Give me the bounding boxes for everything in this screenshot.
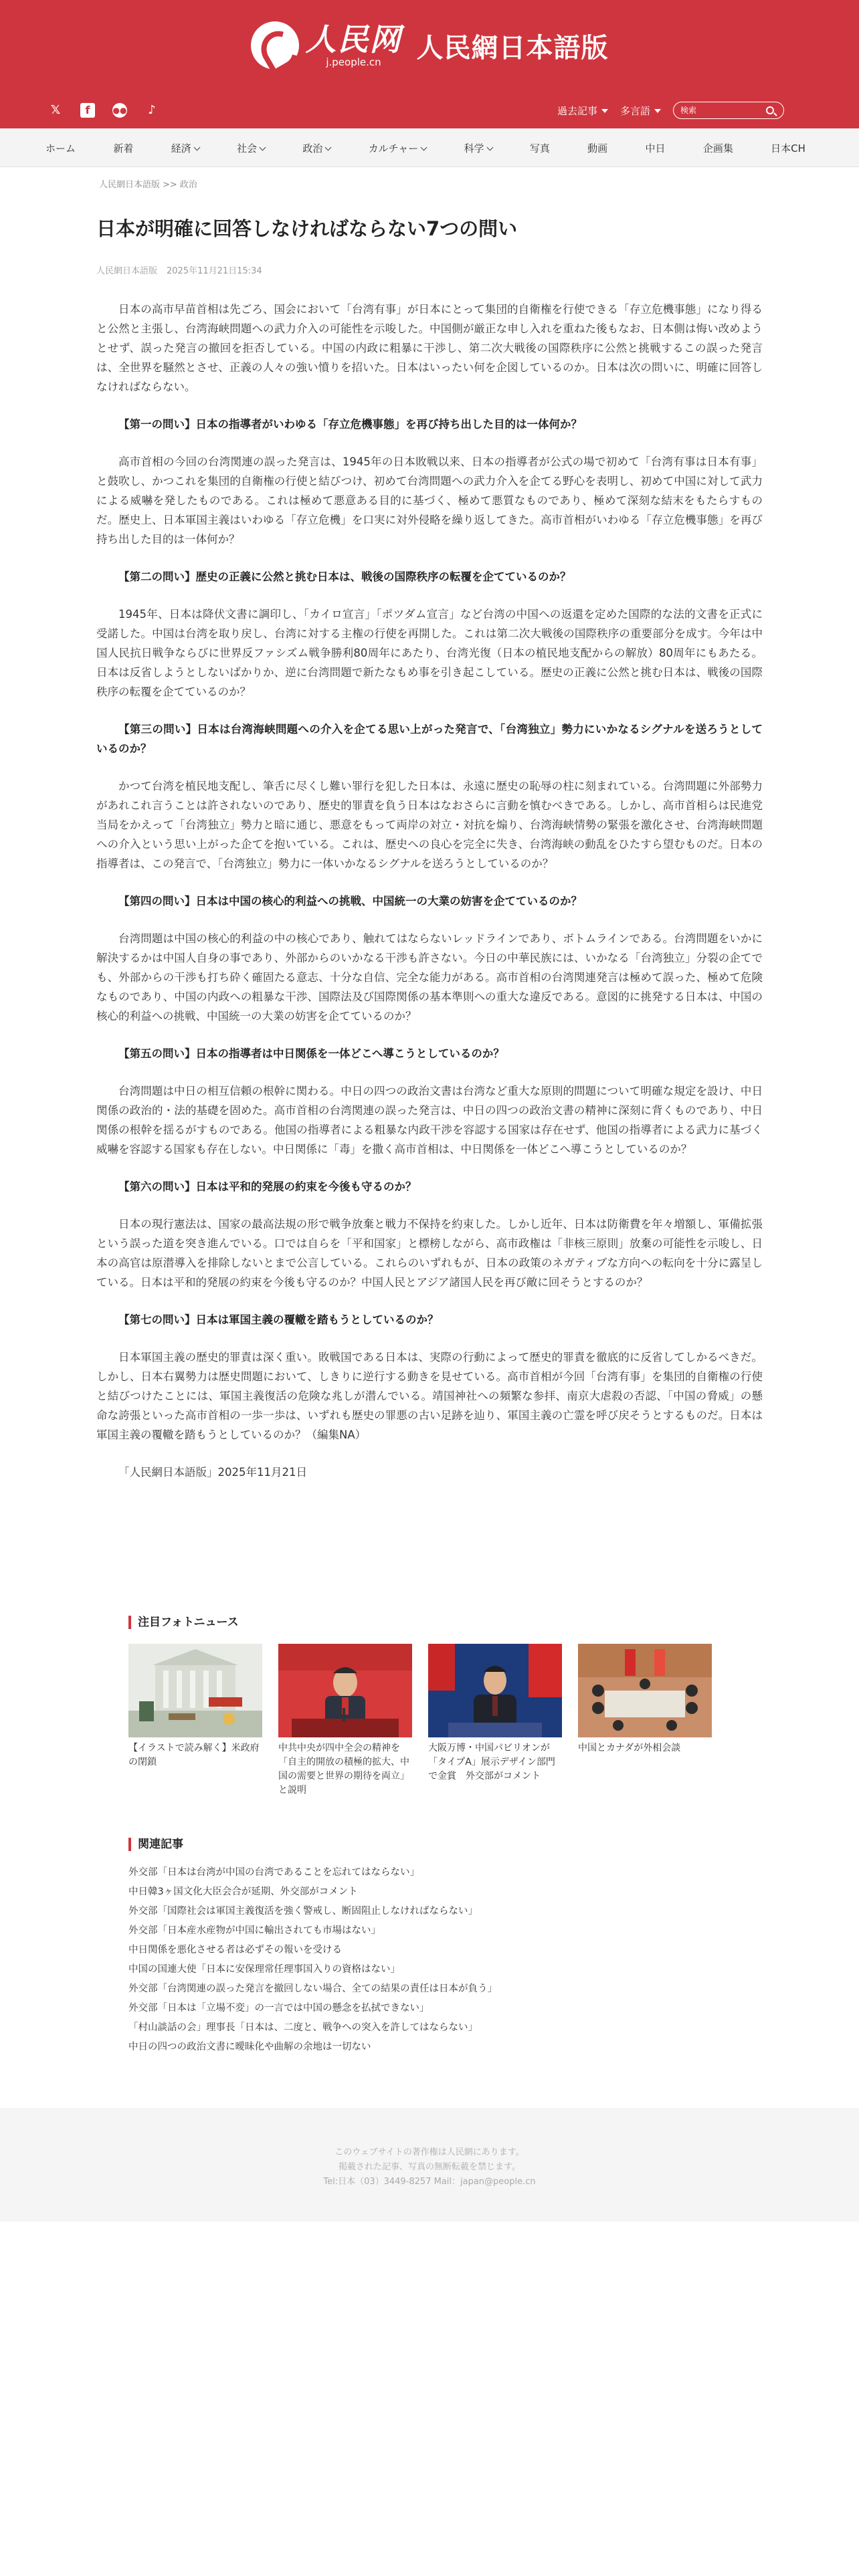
x-icon[interactable]: 𝕏 — [50, 103, 61, 117]
wechat-icon[interactable]: ●● — [112, 103, 127, 118]
site-logo[interactable] — [0, 21, 859, 70]
article-paragraph: 台湾問題は中国の核心的利益の中の核心であり、触れてはならないレッドラインであり、ボトムラインである。台湾問題をいかに解決するかは中国人自身の事であり、外部からのいかなる干渉も許さない。今日の中華民族には、いかなる「台湾独立」分裂の企てでも、外部からの干渉も打ち砕く確固たる意志、十分な自信、完全な能力がある。高市首相の台湾関連発言は極めて誤った、極めて危険なものであり、中国の内政への粗暴な干渉、国際法及び国際関係の基本準則への重大な違反である。意図的に挑発する日本は、中国の核心的利益への挑戦、中国統一の大業の妨害を企てているのか？ — [96, 932, 763, 1023]
question-heading: 【第四の問い】日本は中国の核心的利益への挑戦、中国統一の大業の妨害を企てているのか？ — [118, 895, 582, 907]
photo-news-list — [128, 1644, 731, 1798]
people-emblem-icon — [251, 21, 299, 70]
logo-url: j.people.cn — [326, 56, 381, 68]
spokesperson-thumbnail[interactable] — [428, 1644, 562, 1737]
site-title: 人民網日本語版 — [416, 32, 609, 64]
tiktok-icon[interactable]: ♪ — [148, 103, 156, 117]
nav-item-photos[interactable]: 写真 — [529, 142, 550, 154]
related-article-link[interactable]: 外交部「国際社会は軍国主義復活を強く警戒し、断固阻止しなければならない」 — [128, 1906, 478, 1917]
logo-wordmark: 人民网 — [305, 21, 402, 58]
nav-item-china-japan[interactable]: 中日 — [645, 142, 666, 154]
photo-news-item[interactable] — [278, 1644, 412, 1798]
article-title: 日本が明確に回答しなければならない7つの問い — [96, 217, 518, 240]
nav-item-japan-ch[interactable]: 日本CH — [771, 142, 805, 154]
article-source-line: 「人民網日本語版」2025年11月21日 — [118, 1466, 307, 1479]
article-source: 人民網日本語版 — [96, 266, 158, 276]
related-article-link[interactable]: 中日韓3ヶ国文化大臣会合が延期、外交部がコメント — [128, 1887, 358, 1897]
nav-item-society[interactable]: 社会 — [237, 141, 265, 155]
nav-item-videos[interactable]: 動画 — [587, 142, 608, 154]
photo-news-item[interactable] — [128, 1644, 262, 1798]
article-body — [96, 300, 763, 1482]
nav-item-home[interactable]: ホーム — [45, 142, 76, 154]
main-nav — [0, 128, 859, 167]
facebook-icon[interactable]: f — [80, 103, 95, 118]
related-article-link[interactable]: 中国の国連大使「日本に安保理常任理事国入りの資格はない」 — [128, 1964, 400, 1975]
article-paragraph: かつて台湾を植民地支配し、筆舌に尽くし難い罪行を犯した日本は、永遠に歴史の恥辱の柱に刻まれている。台湾問題に外部勢力があれこれ言うことは許されないのであり、歴史的罪責を負う日本はなおさらに言動を慎むべきである。しかし、高市首相らは民進党当局をかえって「台湾独立」勢力と暗に通じ、悪意をもって両岸の対立・対抗を煽り、台湾海峡情勢の緊張を激化させ、台湾海峡問題への介入という思い上がった企てを抱いている。これは、歴史への良心を完全に失き、台湾海峡の動乱をひたすら望むものだ。日本の指導者は、この発言で、「台湾独立」勢力に一体いかなるシグナルを送ろうとしているのか？ — [96, 780, 763, 870]
nav-item-economy[interactable]: 経済 — [171, 141, 199, 155]
search-input[interactable] — [680, 104, 761, 116]
breadcrumb-separator: >> — [163, 180, 177, 190]
question-heading: 【第三の問い】日本は台湾海峡問題への介入を企てる思い上がった発言で、「台湾独立」勢力にいかなるシグナルを送ろうとしているのか？ — [96, 723, 763, 755]
header-tools — [557, 102, 784, 119]
press-conference-thumbnail[interactable] — [278, 1644, 412, 1737]
breadcrumb-home[interactable]: 人民網日本語版 — [99, 180, 161, 190]
question-heading: 【第七の問い】日本は軍国主義の覆轍を踏もうとしているのか？ — [118, 1313, 439, 1326]
article-paragraph: 台湾問題は中日の相互信頼の根幹に関わる。中日の四つの政治文書は台湾など重大な原則的問題について明確な規定を設け、中日関係の政治的・法的基礎を固めた。高市首相の台湾関連の誤った発言は、中日の四つの政治文書の精神に深刻に背くものであり、中日関係の根幹を揺るがすものである。他国の指導者による粗暴な内政干渉を容認する国家は存在せず、他国の指導者による武力に基づく威嚇を容認する国家も存在しない。中日関係に「毒」を撒く高市首相は、中日関係を一体どこへ導こうとしているのか？ — [96, 1085, 763, 1156]
breadcrumb — [99, 177, 197, 190]
article-date: 2025年11月21日15:34 — [167, 266, 262, 276]
nav-item-features[interactable]: 企画集 — [702, 142, 733, 154]
photo-news-caption[interactable]: 中国とカナダが外相会談 — [578, 1743, 681, 1753]
article-meta — [96, 263, 262, 276]
article-paragraph: 日本の高市早苗首相は先ごろ、国会において「台湾有事」が日本にとって集団的自衛権を行使できる「存立危機事態」になり得ると公然と主張し、台湾海峡問題への武力介入の可能性を示唆した。中国側が厳正な申し入れを重ねた後もなお、日本側は悔い改めようとせず、誤った発言の撤回を拒否している。中国の内政に粗暴に干渉し、第二次大戦後の国際秩序に公然と挑戦するこの誤った発言は、全世界を騒然とさせ、正義の人々の強い憤りを招いた。日本はいったい何を企図しているのか。日本は次の問いに、明確に回答しなければならない。 — [96, 303, 763, 393]
footer-notice: 掲載された記事、写真の無断転載を禁じます。 — [339, 2162, 520, 2172]
language-dropdown[interactable]: 多言語 — [620, 104, 661, 118]
article-paragraph: 日本軍国主義の歴史的罪責は深く重い。敗戦国である日本は、実際の行動によって歴史的罪責を徹底的に反省してしかるべきだ。しかし、日本右翼勢力は歴史問題において、しきりに逆行する動きを見せている。高市首相が今回「台湾有事」を集団的自衛権の行使と結びつけたことには、軍国主義復活の危険な兆しが潜んでいる。靖国神社への頻繁な参拝、南京大虐殺の否認、「中国の脅威」の懸命な誇張といった高市首相の一歩一歩は、いずれも歴史の罪悪の古い足跡を辿り、軍国主義の亡霊を呼び戻そうとするものだ。日本は軍国主義の覆轍を踏もうとしているのか？（編集NA） — [96, 1351, 763, 1441]
site-header — [0, 0, 859, 128]
article-paragraph: 日本の現行憲法は、国家の最高法規の形で戦争放棄と戦力不保持を約束した。しかし近年、日本は防衛費を年々増額し、軍備拡張という誤った道を突き進んでいる。口では自らを「平和国家」と標榜しながら、高市政権は「非核三原則」放棄の可能性を示唆し、日本の高官は原潜導入を排除しないとまで公言している。これらのいずれもが、日本の政策のネガティブな方向への転向を十分に露呈している。日本は平和的発展の約束を今後も守るのか？中国人民とアジア諸国人民を再び敵に回そうとするのか？ — [96, 1218, 763, 1289]
related-article-link[interactable]: 中日関係を悪化させる者は必ずその報いを受ける — [128, 1945, 342, 1955]
archive-dropdown[interactable]: 過去記事 — [557, 104, 608, 118]
related-articles-list — [128, 1863, 731, 2057]
nav-item-science[interactable]: 科学 — [464, 141, 492, 155]
question-heading: 【第二の問い】歴史の正義に公然と挑む日本は、戦後の国際秩序の転覆を企てているのか？ — [118, 570, 571, 583]
photo-news-caption[interactable]: 大阪万博・中国パビリオンが「タイプA」展示デザイン部門で金賞 外交部がコメント — [428, 1743, 555, 1782]
nav-item-culture[interactable]: カルチャー — [369, 141, 427, 155]
related-article-link[interactable]: 中日の四つの政治文書に曖昧化や曲解の余地は一切ない — [128, 2042, 371, 2052]
question-heading: 【第五の問い】日本の指導者は中日関係を一体どこへ導こうとしているのか？ — [118, 1047, 504, 1060]
photo-news-caption[interactable]: 中共中央が四中全会の精神を「自主的開放の積極的拡大、中国の需要と世界の期待を両立」と説明 — [278, 1743, 409, 1796]
question-heading: 【第一の問い】日本の指導者がいわゆる「存立危機事態」を再び持ち出した目的は一体何か？ — [118, 418, 582, 431]
footer-contact: Tel:日本（03）3449-8257 Mail：japan@people.cn — [323, 2177, 536, 2187]
social-links — [48, 103, 159, 118]
photo-news-caption[interactable]: 【イラストで読み解く】米政府の閉鎖 — [128, 1743, 260, 1767]
search-icon[interactable] — [766, 106, 774, 114]
nav-item-latest[interactable]: 新着 — [113, 142, 134, 154]
photo-news-heading: 注目フォトニュース — [128, 1616, 239, 1629]
illustration-thumbnail[interactable] — [128, 1644, 262, 1737]
meeting-thumbnail[interactable] — [578, 1644, 712, 1737]
breadcrumb-section[interactable]: 政治 — [179, 180, 197, 190]
nav-item-politics[interactable]: 政治 — [302, 141, 330, 155]
related-article-link[interactable]: 外交部「日本産水産物が中国に輸出されても市場はない」 — [128, 1925, 381, 1936]
related-article-link[interactable]: 外交部「台湾関連の誤った発言を撤回しない場合、全ての結果の責任は日本が負う」 — [128, 1983, 497, 1994]
related-article-link[interactable]: 外交部「日本は「立場不変」の一言では中国の懸念を払拭できない」 — [128, 2003, 430, 2014]
photo-news-item[interactable] — [428, 1644, 562, 1798]
photo-news-item[interactable] — [578, 1644, 712, 1798]
related-heading: 関連記事 — [128, 1838, 183, 1851]
article-paragraph: 高市首相の今回の台湾関連の誤った発言は、1945年の日本敗戦以来、日本の指導者が公式の場で初めて「台湾有事は日本有事」と鼓吹し、かつこれを集団的自衛権の行使と結びつけ、初めて台湾問題への武力介入を企てる野心を表明し、初めて中国に対して武力による威嚇を発したものである。これは極めて悪意ある目的に基づく、極めて悪質なものであり、極めて深刻な結末をもたらすものだ。歴史上、日本軍国主義はいわゆる「存立危機」を口実に対外侵略を繰り返してきた。高市首相がいわゆる「存立危機事態」を再び持ち出した目的は一体何か？ — [96, 455, 763, 546]
article-paragraph: 1945年、日本は降伏文書に調印し、「カイロ宣言」「ポツダム宣言」など台湾の中国への返還を定めた国際的な法的文書を正式に受諾した。中国は台湾を取り戻し、台湾に対する主権の行使を再開した。これは第二次大戦後の国際秩序の重要部分を成す。今年は中国人民抗日戦争ならびに世界反ファシズム戦争勝利80周年にあたり、台湾光復（日本の植民地支配からの解放）80周年にもあたる。日本は反省しようとしないばかりか、逆に台湾問題で新たなもめ事を引き起こしている。歴史の正義に公然と挑む日本は、戦後の国際秩序の転覆を企てているのか？ — [96, 608, 763, 698]
question-heading: 【第六の問い】日本は平和的発展の約束を今後も守るのか？ — [118, 1180, 417, 1193]
site-footer — [0, 2108, 859, 2222]
related-article-link[interactable]: 「村山談話の会」理事長「日本は、二度と、戦争への突入を許してはならない」 — [128, 2022, 478, 2033]
related-article-link[interactable]: 外交部「日本は台湾が中国の台湾であることを忘れてはならない」 — [128, 1867, 419, 1878]
search-box — [673, 102, 784, 119]
footer-copyright: このウェブサイトの著作権は人民網にあります。 — [335, 2147, 524, 2157]
